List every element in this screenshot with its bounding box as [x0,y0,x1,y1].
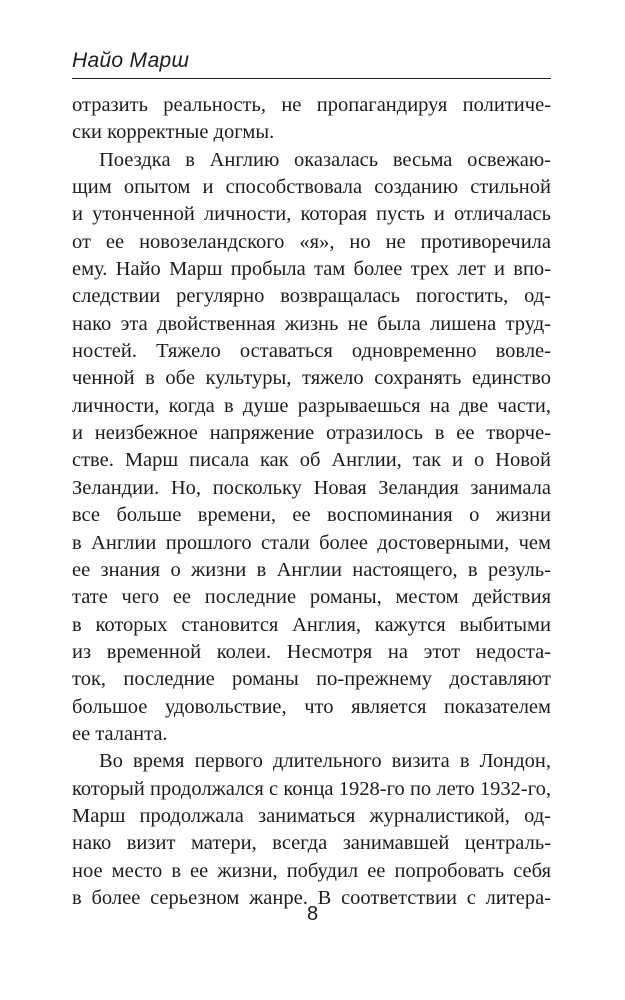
text-line: который продолжался с конца 1928-го по лето 1932-го, [72,777,551,800]
text-line: все больше времени, ее воспоминания о жизни [72,504,551,527]
text-line: ее знания о жизни в Англии настоящего, в резуль- [72,558,551,581]
text-line: в более серьезном жанре. В соответствии с литера- [72,886,551,909]
text-line: стве. Марш писала как об Англии, так и о Новой [72,449,551,472]
text-line: из временной колеи. Несмотря на этот недоста- [72,640,551,663]
text-line: нако эта двойственная жизнь не была лишена труд- [72,312,551,335]
text-line: Марш продолжала заниматься журналистикой, од- [72,804,551,827]
page-number: 8 [306,903,319,925]
text-line: ему. Найо Марш пробыла там более трех лет и впо- [72,258,551,281]
text-line: и утонченной личности, которая пусть и отличалась [72,203,551,226]
text-line: ски корректные догмы. [72,121,275,144]
text-line: в которых становится Англия, кажутся выбитыми [72,613,551,636]
text-line: ток, последние романы по-прежнему доставляют [72,668,551,691]
text-line: ченной в обе культуры, тяжело сохранять единство [72,367,551,390]
text-line: личности, когда в душе разрываешься на две части, [72,394,551,417]
text-line: Во время первого длительного визита в Лондон, [99,750,551,773]
text-line: отразить реальность, не пропагандируя политиче- [72,94,551,116]
text-line: большое удовольствие, что является показателем [72,695,551,718]
text-line: нако визит матери, всегда занимавшей централь- [72,832,551,855]
text-line: ее таланта. [72,722,168,745]
text-line: Зеландии. Но, поскольку Новая Зеландия занимала [72,476,551,499]
body-text [72,92,551,912]
running-head-title: Найо Марш [72,49,190,72]
text-line: Поездка в Англию оказалась весьма освежаю- [99,148,551,171]
text-line: ностей. Тяжело оставаться одновременно вовле- [72,340,551,363]
text-line: следствии регулярно возвращалась погостить, од- [72,285,551,308]
header-divider [72,78,551,79]
text-line: тате чего ее последние романы, местом действия [72,586,551,609]
text-line: ное место в ее жизни, побудил ее попробовать себя [72,859,551,882]
text-line: и неизбежное напряжение отразилось в ее творче- [72,422,551,445]
text-line: щим опытом и способствовала созданию стильной [72,176,551,199]
text-line: от ее новозеландского «я», но не противоречила [72,230,551,253]
text-line: в Англии прошлого стали более достоверными, чем [72,531,551,554]
